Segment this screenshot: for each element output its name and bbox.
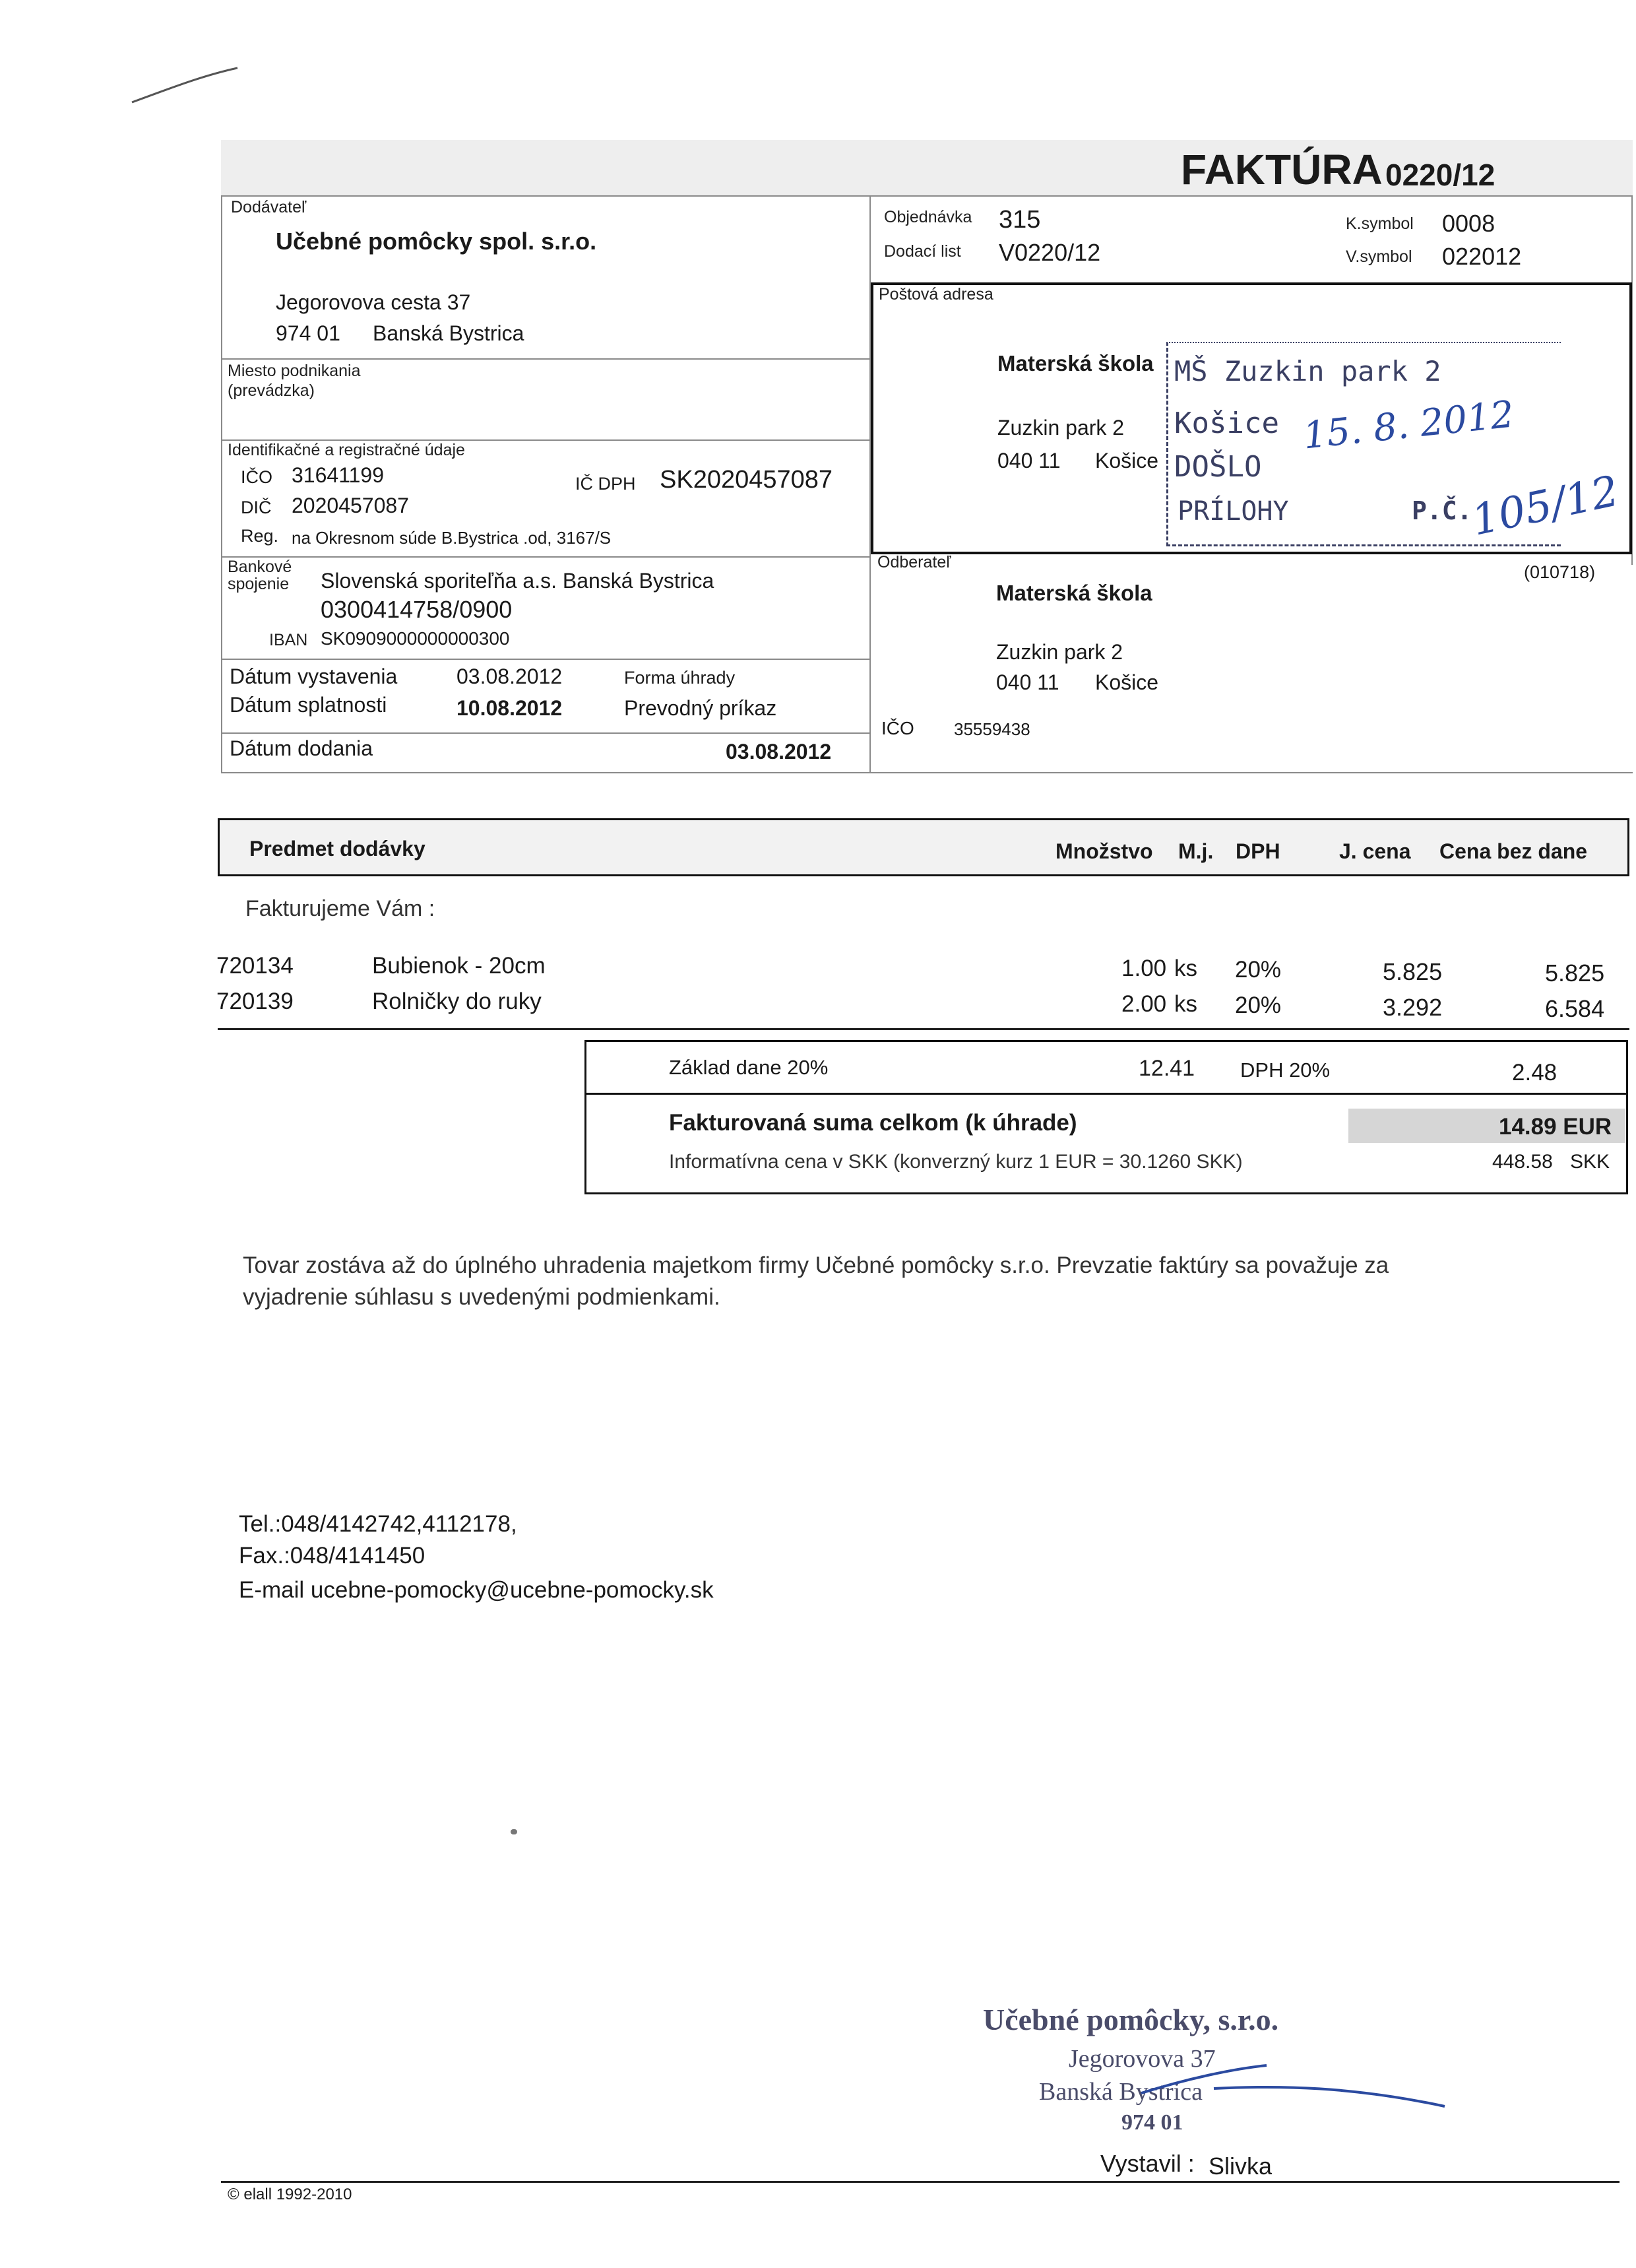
- delivery-note: V0220/12: [999, 239, 1101, 266]
- pen-stroke-mark: [129, 63, 241, 109]
- supplier-city: Banská Bystrica: [373, 321, 524, 345]
- contact-email: E-mail ucebne-pomocky@ucebne-pomocky.sk: [239, 1577, 714, 1603]
- due-date: 10.08.2012: [456, 696, 563, 720]
- invoice-title: FAKTÚRA: [1181, 146, 1383, 193]
- stamp-line-4: PRÍLOHY: [1178, 496, 1289, 527]
- postal-city: Košice: [1095, 449, 1159, 472]
- divider: [221, 556, 871, 558]
- reg-label: Reg.: [241, 526, 279, 546]
- supplier-street: Jegorovova cesta 37: [276, 290, 471, 314]
- payment-method: Prevodný príkaz: [624, 696, 777, 720]
- issue-date-label: Dátum vystavenia: [230, 664, 398, 688]
- payment-label: Forma úhrady: [624, 668, 736, 688]
- postal-label: Poštová adresa: [879, 285, 993, 304]
- col-header-item: Predmet dodávky: [249, 837, 425, 860]
- invoice-number: 0220/12: [1385, 158, 1495, 192]
- col-header-unit-price: J. cena: [1339, 839, 1411, 863]
- place-label: Miesto podnikania: [228, 362, 361, 380]
- bank-label-sub: spojenie: [228, 575, 290, 593]
- signature-stroke: [1135, 2052, 1451, 2112]
- supplier-dic: 2020457087: [292, 494, 409, 517]
- row-1-unit-price: 5.825: [1383, 958, 1443, 985]
- customer-city: Košice: [1095, 670, 1159, 694]
- vat-label: DPH 20%: [1240, 1058, 1331, 1082]
- col-header-total: Cena bez dane: [1439, 839, 1588, 863]
- total-label: Fakturovaná suma celkom (k úhrade): [669, 1110, 1077, 1136]
- customer-ico-label: IČO: [881, 718, 914, 738]
- bank-label: Bankové: [228, 558, 292, 576]
- divider: [221, 358, 871, 360]
- tax-base-value: 12.41: [1139, 1056, 1195, 1081]
- tax-base-label: Základ dane 20%: [669, 1056, 829, 1079]
- contact-fax: Fax.:048/4141450: [239, 1543, 425, 1569]
- customer-ico: 35559438: [954, 719, 1030, 739]
- divider: [221, 659, 871, 660]
- company-stamp-line-1: Učebné pomôcky, s.r.o.: [983, 2003, 1279, 2036]
- company-stamp-line-2: Jegorovova 37: [1069, 2045, 1216, 2073]
- row-2-code: 720139: [216, 988, 294, 1014]
- customer-street: Zuzkin park 2: [996, 640, 1123, 664]
- issued-by-label: Vystavil :: [1100, 2150, 1195, 2177]
- iban-label: IBAN: [269, 631, 308, 649]
- row-1-vat: 20%: [1235, 957, 1282, 983]
- company-stamp-line-4: 974 01: [1121, 2110, 1183, 2135]
- items-intro: Fakturujeme Vám :: [245, 896, 435, 921]
- supplier-reg: na Okresnom súde B.Bystrica .od, 3167/S: [292, 528, 612, 548]
- col-header-unit: M.j.: [1178, 839, 1214, 863]
- items-bottom-rule: [218, 1028, 1629, 1030]
- row-1-total: 5.825: [1545, 959, 1605, 987]
- small-mark: [511, 1829, 517, 1834]
- company-stamp-line-3: Banská Bystrica: [1039, 2078, 1203, 2106]
- terms-note-line-1: Tovar zostáva až do úplného uhradenia majetkom firmy Učebné pomôcky s.r.o. Prevzatie faktúry sa považuje za: [243, 1252, 1389, 1278]
- vsymbol: 022012: [1442, 243, 1522, 270]
- stamp-pc-number: 105/12: [1467, 467, 1623, 546]
- skk-label: Informatívna cena v SKK (konverzný kurz 1 EUR = 30.1260 SKK): [669, 1151, 1243, 1173]
- postal-street: Zuzkin park 2: [997, 416, 1125, 439]
- delivery-date: 03.08.2012: [726, 740, 832, 763]
- row-2-name: Rolničky do ruky: [372, 988, 542, 1014]
- row-1-code: 720134: [216, 953, 294, 979]
- order-number: 315: [999, 206, 1041, 234]
- divider: [221, 195, 222, 773]
- delivery-note-label: Dodací list: [884, 242, 961, 261]
- divider: [221, 732, 871, 734]
- supplier-icdph: SK2020457087: [660, 466, 833, 494]
- footer-rule: [221, 2181, 1620, 2183]
- iban-value: SK0909000000000300: [321, 628, 510, 649]
- total-value: 14.89 EUR: [1499, 1114, 1612, 1140]
- stamp-handwritten-date: 15. 8. 2012: [1301, 393, 1517, 458]
- stamp-line-3: DOŠLO: [1174, 450, 1262, 484]
- row-2-unit-price: 3.292: [1383, 994, 1443, 1021]
- ico-label: IČO: [241, 467, 273, 487]
- row-2-qty: 2.00: [1121, 991, 1167, 1017]
- row-1-unit: ks: [1174, 956, 1197, 981]
- customer-label: Odberateľ: [877, 553, 951, 571]
- ident-label: Identifikačné a registračné údaje: [228, 441, 465, 459]
- ksymbol: 0008: [1442, 210, 1495, 237]
- place-label-sub: (prevádzka): [228, 381, 315, 400]
- row-2-total: 6.584: [1545, 995, 1605, 1022]
- stamp-line-2: Košice: [1174, 406, 1279, 440]
- customer-name: Materská škola: [996, 581, 1152, 605]
- postal-zip: 040 11: [997, 449, 1061, 472]
- skk-unit: SKK: [1570, 1151, 1610, 1173]
- issue-date: 03.08.2012: [456, 664, 563, 688]
- vsymbol-label: V.symbol: [1346, 247, 1412, 266]
- issued-by-name: Slivka: [1209, 2153, 1273, 2180]
- terms-note-line-2: vyjadrenie súhlasu s uvedenými podmienkami.: [243, 1284, 720, 1310]
- vat-value: 2.48: [1512, 1060, 1557, 1085]
- col-header-vat: DPH: [1236, 839, 1280, 863]
- postal-name: Materská škola: [997, 351, 1154, 375]
- row-2-unit: ks: [1174, 991, 1197, 1017]
- supplier-zip: 974 01: [276, 321, 340, 345]
- delivery-date-label: Dátum dodania: [230, 736, 373, 760]
- summary-divider: [584, 1093, 1628, 1095]
- items-table-header: [218, 818, 1629, 876]
- supplier-name: Učebné pomôcky spol. s.r.o.: [276, 228, 597, 255]
- stamp-line-1: MŠ Zuzkin park 2: [1174, 355, 1441, 387]
- bank-name: Slovenská sporiteľňa a.s. Banská Bystrica: [321, 569, 714, 593]
- bank-account: 0300414758/0900: [321, 596, 513, 623]
- supplier-ico: 31641199: [292, 463, 384, 487]
- divider: [221, 772, 1633, 773]
- contact-tel: Tel.:048/4142742,4112178,: [239, 1511, 517, 1537]
- footer-copyright: © elall 1992-2010: [228, 2186, 352, 2203]
- order-label: Objednávka: [884, 208, 972, 226]
- dic-label: DIČ: [241, 498, 272, 517]
- row-1-name: Bubienok - 20cm: [372, 953, 546, 979]
- due-date-label: Dátum splatnosti: [230, 693, 387, 717]
- col-header-qty: Množstvo: [1055, 839, 1153, 863]
- ksymbol-label: K.symbol: [1346, 214, 1414, 233]
- divider: [221, 195, 1633, 197]
- customer-zip: 040 11: [996, 670, 1059, 694]
- skk-value: 448.58: [1492, 1151, 1553, 1173]
- customer-code: (010718): [1524, 562, 1596, 582]
- icdph-label: IČ DPH: [575, 474, 636, 494]
- row-1-qty: 1.00: [1121, 956, 1167, 981]
- row-2-vat: 20%: [1235, 992, 1282, 1018]
- supplier-label: Dodávateľ: [231, 198, 307, 216]
- stamp-pc-label: P.Č.: [1412, 496, 1472, 525]
